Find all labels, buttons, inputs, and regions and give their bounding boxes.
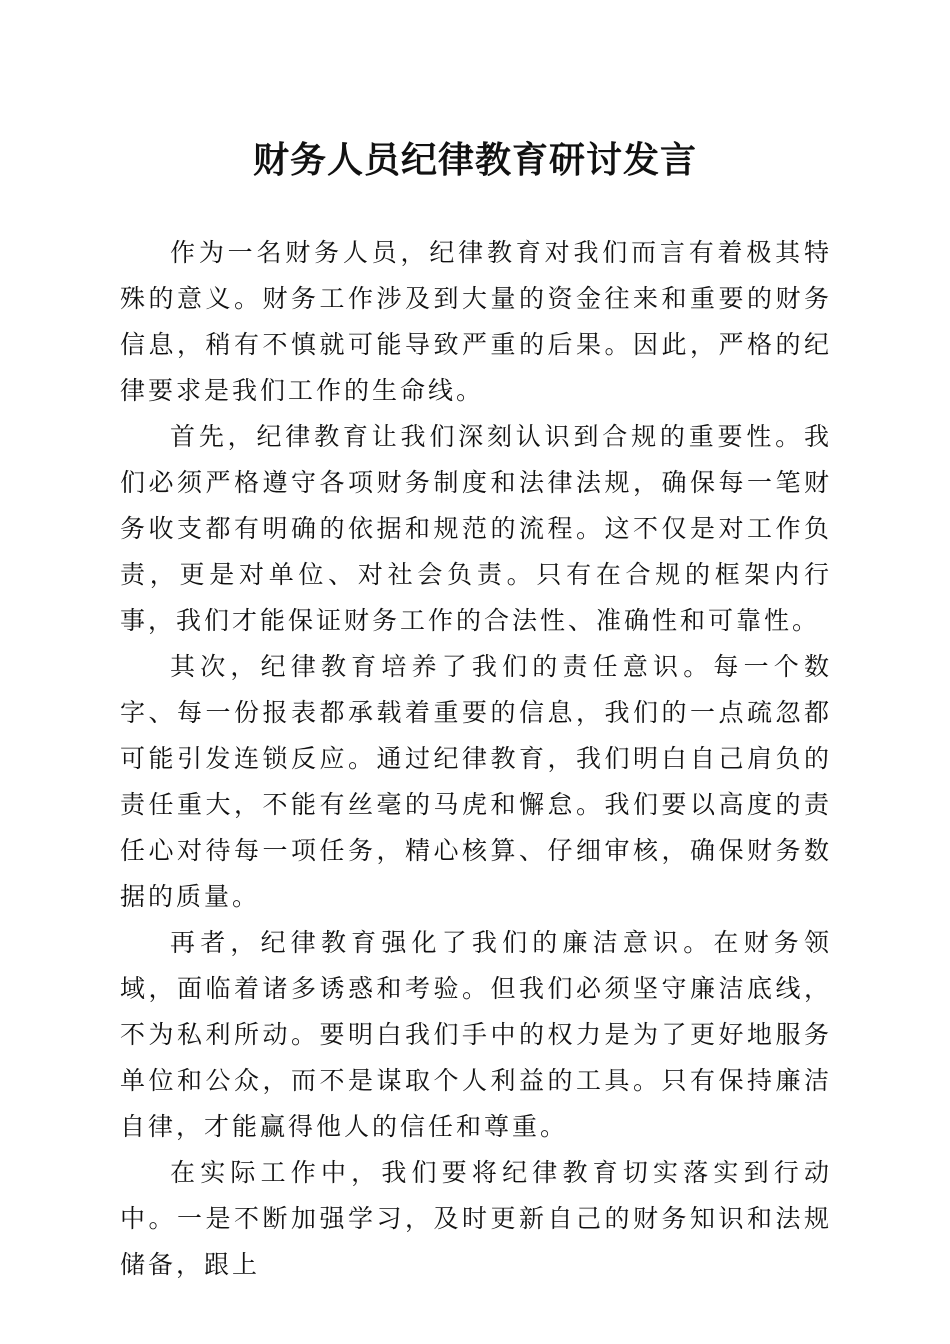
paragraph: 其次，纪律教育培养了我们的责任意识。每一个数字、每一份报表都承载着重要的信息，我们的一点疏忽都可能引发连锁反应。通过纪律教育，我们明白自己肩负的责任重大，不能有丝毫的马虎和懈怠。我们要以高度的责任心对待每一项任务，精心核算、仔细审核，确保财务数据的质量。 [120, 652, 832, 911]
paragraph: 首先，纪律教育让我们深刻认识到合规的重要性。我们必须严格遵守各项财务制度和法律法规，确保每一笔财务收支都有明确的依据和规范的流程。这不仅是对工作负责，更是对单位、对社会负责。只有在合规的框架内行事，我们才能保证财务工作的合法性、准确性和可靠性。 [120, 422, 832, 635]
paragraph: 作为一名财务人员，纪律教育对我们而言有着极其特殊的意义。财务工作涉及到大量的资金往来和重要的财务信息，稍有不慎就可能导致严重的后果。因此，严格的纪律要求是我们工作的生命线。 [120, 238, 832, 405]
paragraph: 在实际工作中，我们要将纪律教育切实落实到行动中。一是不断加强学习，及时更新自己的财务知识和法规储备，跟上 [120, 1158, 832, 1279]
document-body [120, 230, 832, 1288]
document-title: 财务人员纪律教育研讨发言 [252, 139, 697, 181]
paragraph: 再者，纪律教育强化了我们的廉洁意识。在财务领域，面临着诸多诱惑和考验。但我们必须坚守廉洁底线，不为私利所动。要明白我们手中的权力是为了更好地服务单位和公众，而不是谋取个人利益的工具。只有保持廉洁自律，才能赢得他人的信任和尊重。 [120, 928, 832, 1141]
